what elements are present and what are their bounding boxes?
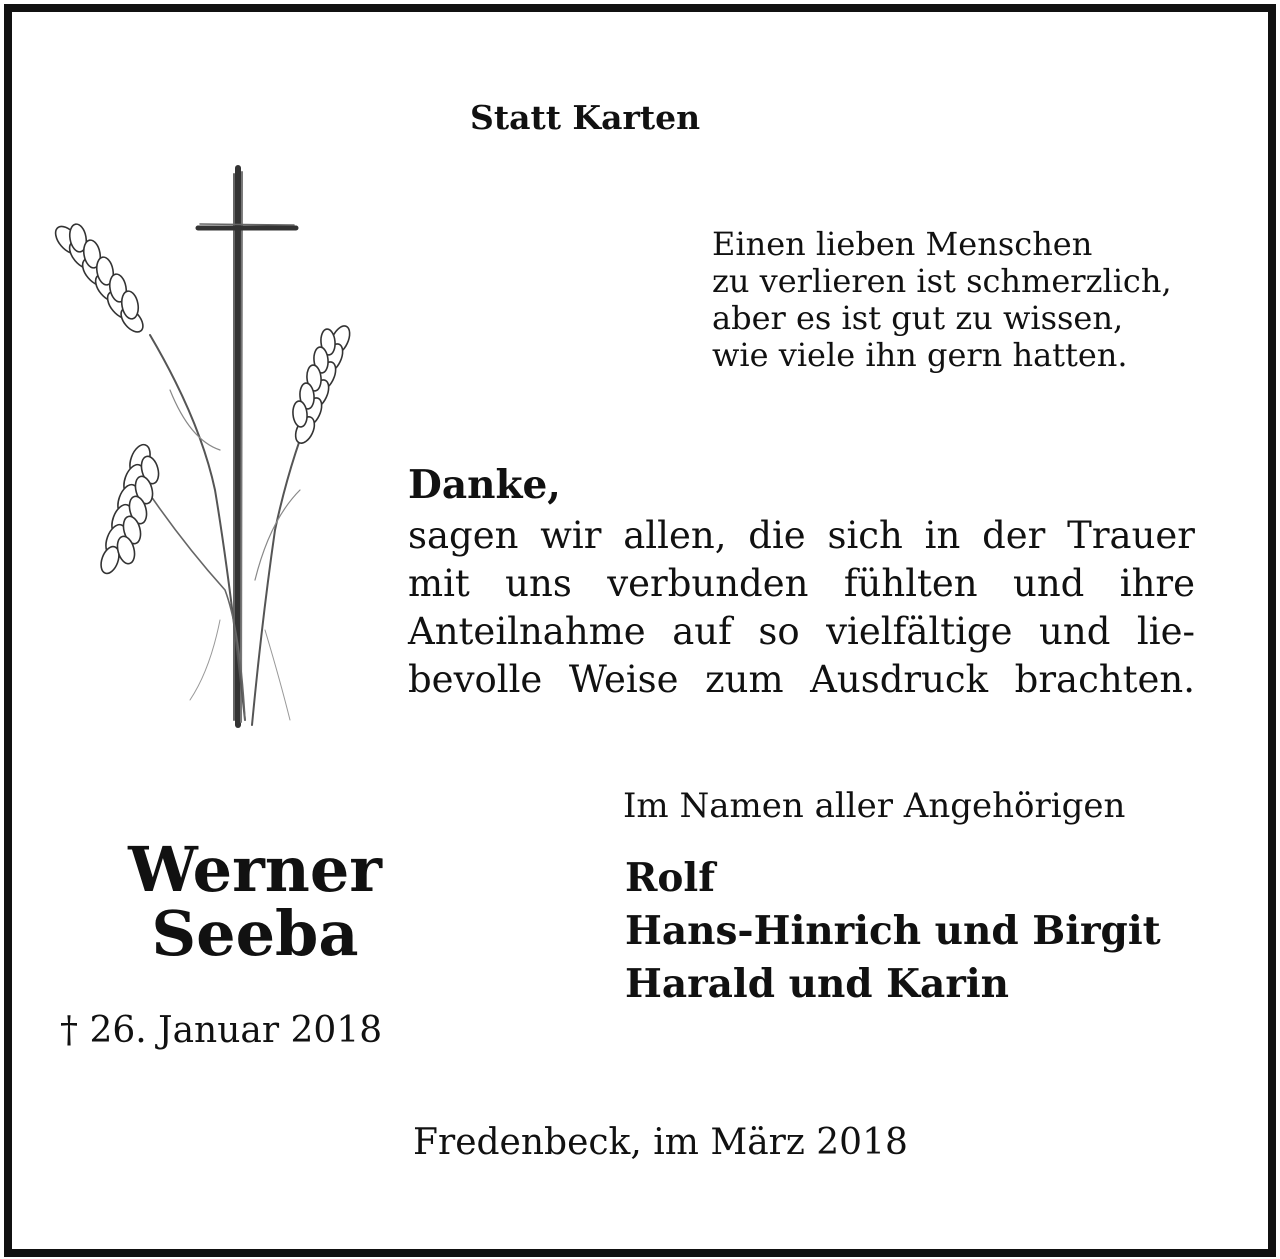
motto-quote [712, 226, 1232, 374]
motto-line: zu verlieren ist schmerzlich, [712, 262, 1172, 300]
thanks-title: Danke, [408, 462, 561, 508]
motto-line: aber es ist gut zu wissen, [712, 299, 1124, 337]
notice-heading: Statt Karten [470, 98, 701, 137]
thanks-line: sagen wir allen, die sich in der Trauer [408, 514, 1195, 557]
death-date: † 26. Januar 2018 [60, 1010, 383, 1051]
signoff: Im Namen aller Angehörigen [623, 786, 1126, 826]
thanks-line: mit uns verbunden fühlten und ihre [408, 562, 1195, 605]
place-date: Fredenbeck, im März 2018 [413, 1122, 908, 1163]
thanks-line: bevolle Weise zum Ausdruck brachten. [408, 658, 1195, 701]
deceased-name [90, 833, 420, 970]
motto-line: wie viele ihn gern hatten. [712, 336, 1128, 374]
family-names [625, 852, 1161, 1011]
thanks-text [408, 512, 1195, 704]
thanks-line: Anteilnahme auf so vielfältige und lie- [408, 610, 1195, 653]
motto-line: Einen lieben Menschen [712, 225, 1093, 263]
deceased-first-name: Werner [128, 833, 382, 906]
family-name: Hans-Hinrich und Birgit [625, 908, 1161, 954]
family-name: Harald und Karin [625, 961, 1010, 1007]
family-name: Rolf [625, 855, 716, 901]
deceased-last-name: Seeba [151, 897, 359, 970]
cross-with-wheat-icon [40, 160, 360, 735]
